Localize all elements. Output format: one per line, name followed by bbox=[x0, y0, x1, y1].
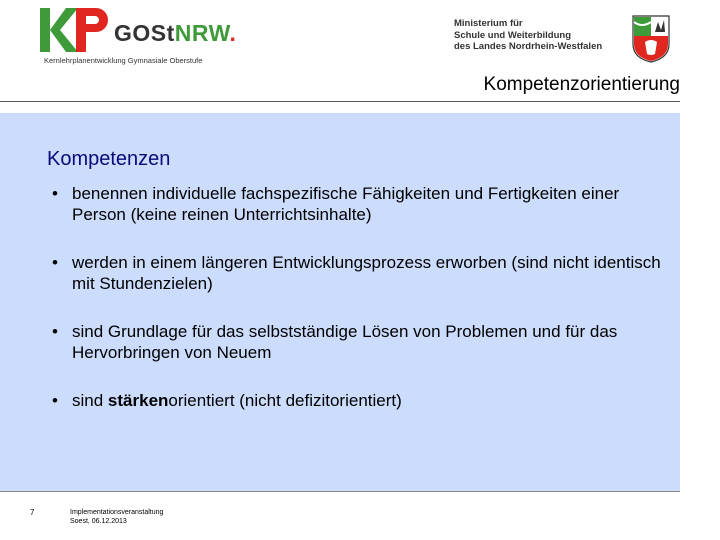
bullet-list bbox=[52, 183, 672, 438]
bullet-icon: • bbox=[52, 391, 58, 410]
ministry-line: Ministerium für bbox=[454, 18, 523, 29]
gost-nrw-wordmark: GOStNRW. bbox=[114, 20, 237, 46]
kp-logo-p bbox=[74, 8, 110, 52]
page-title: Kompetenzorientierung bbox=[483, 74, 680, 95]
ministry-line: Schule und Weiterbildung bbox=[454, 29, 571, 41]
header-divider bbox=[0, 101, 680, 102]
ministry-line: des Landes Nordrhein-Westfalen bbox=[454, 41, 603, 52]
footer-date: Soest, 06.12.2013 bbox=[70, 518, 127, 525]
bullet-icon: • bbox=[52, 322, 58, 341]
bullet-icon: • bbox=[52, 184, 58, 203]
footer-info bbox=[70, 508, 163, 526]
kp-gost-nrw-logo bbox=[40, 8, 240, 66]
list-item: • sind stärkenorientiert (nicht defizitorientiert) bbox=[52, 391, 402, 410]
logo-tagline: Kernlehrplanentwicklung Gymnasiale Oberstufe bbox=[44, 56, 203, 65]
list-item: • benennen individuelle fachspezifische Fähigkeiten und Fertigkeiten einer Person (keine reinen Unterrichtsinhalte) bbox=[52, 184, 620, 224]
footer-event: Implementationsveranstaltung bbox=[70, 509, 164, 516]
list-item: • werden in einem längeren Entwicklungsprozess erworben (sind nicht identisch mit Stundenzielen) bbox=[52, 253, 661, 293]
list-item: • sind Grundlage für das selbstständige Lösen von Problemen und für das Hervorbringen von Neuem bbox=[52, 322, 618, 362]
section-heading: Kompetenzen bbox=[47, 148, 171, 170]
page-number: 7 bbox=[30, 508, 35, 517]
footer-divider bbox=[0, 491, 680, 492]
emphasis-text: stärken bbox=[107, 391, 169, 410]
nrw-crest-icon bbox=[631, 14, 671, 64]
bullet-icon: • bbox=[52, 253, 58, 272]
ministry-name bbox=[454, 18, 602, 53]
